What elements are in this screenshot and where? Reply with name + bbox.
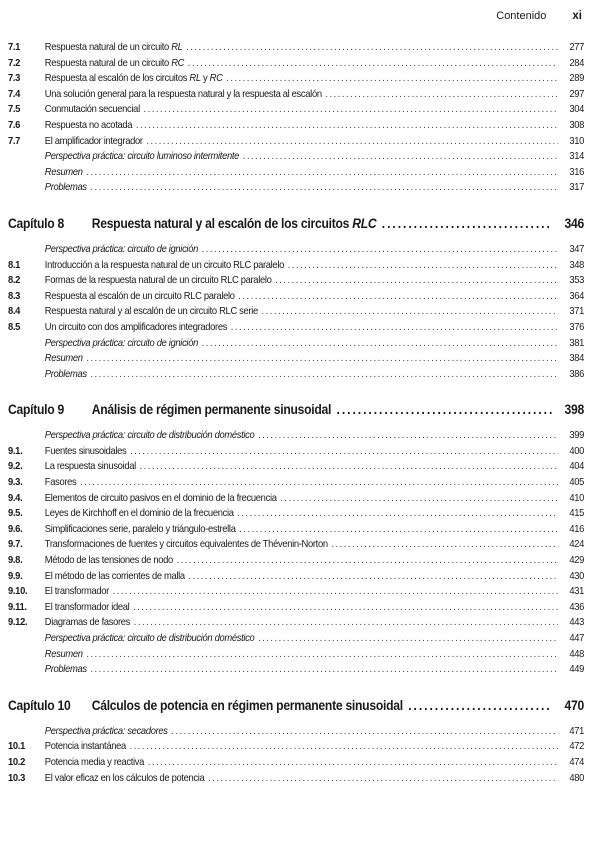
page-number: 429 — [569, 555, 585, 567]
leader-dots — [382, 216, 552, 231]
entry-title-emphasis: RC — [171, 57, 185, 69]
entry-number: 8.4 — [8, 306, 21, 318]
entry-title-text: El transformador ideal — [44, 601, 130, 613]
entry-title — [45, 508, 234, 519]
entry-title-text: Transformaciones de fuentes y circuitos equivalentes de Thévenin-Norton — [44, 539, 328, 551]
page-number: 284 — [569, 57, 585, 69]
toc-extra-entry[interactable] — [8, 353, 584, 369]
entry-title-text: Fuentes sinusoidales — [44, 445, 127, 457]
chapter-section — [8, 698, 584, 788]
leader-dots — [275, 275, 558, 286]
chapter-page-number: 398 — [564, 402, 584, 418]
leader-dots — [148, 757, 559, 768]
leader-dots — [86, 649, 558, 660]
entry-title — [45, 524, 236, 535]
page-number: 436 — [569, 601, 585, 613]
toc-entry[interactable] — [8, 586, 584, 602]
toc-entry[interactable] — [8, 120, 584, 136]
leader-dots — [258, 430, 558, 441]
toc-entry[interactable] — [8, 757, 584, 773]
leader-dots — [262, 306, 559, 317]
entry-title-text: Perspectiva práctica: circuito luminoso intermitente — [44, 151, 240, 163]
toc-entry[interactable] — [8, 275, 584, 291]
leader-dots — [202, 244, 559, 255]
running-head-label: Contenido — [496, 10, 547, 22]
page-number: 308 — [569, 119, 585, 131]
entry-title — [45, 353, 83, 364]
leader-dots — [171, 726, 558, 737]
entry-title — [45, 477, 77, 488]
leader-dots — [325, 89, 558, 100]
leader-dots — [177, 555, 559, 566]
chapter-page-number: 346 — [564, 215, 584, 231]
toc-extra-entry[interactable] — [8, 244, 584, 260]
entry-title — [45, 741, 126, 752]
entry-title-emphasis: RL — [189, 73, 201, 85]
entry-title-text: Perspectiva práctica: circuito de distribución doméstico — [44, 633, 255, 644]
leader-dots — [144, 104, 559, 115]
leader-dots — [238, 291, 558, 302]
entry-title — [45, 151, 239, 162]
entry-title-text: Problemas — [44, 664, 87, 676]
toc-entry[interactable] — [8, 602, 584, 618]
entry-number: 9.5. — [8, 508, 23, 520]
leader-dots — [226, 73, 558, 84]
leader-dots — [140, 461, 559, 472]
entry-title — [45, 322, 227, 333]
entry-number: 9.11. — [8, 601, 27, 613]
leader-dots — [130, 741, 559, 752]
entry-number: 9.10. — [8, 586, 28, 598]
entry-number: 9.2. — [8, 461, 23, 473]
leader-dots — [133, 602, 558, 613]
toc-entry[interactable] — [8, 508, 584, 524]
toc-extra-entry[interactable] — [8, 167, 584, 183]
entry-number: 9.1. — [8, 445, 23, 457]
entry-title — [45, 493, 277, 504]
entry-title — [45, 555, 173, 566]
entry-title-text: Leyes de Kirchhoff en el dominio de la frecuencia — [44, 508, 234, 520]
entry-number: 8.5 — [8, 321, 21, 333]
entry-title — [45, 104, 140, 115]
toc-extra-entry[interactable] — [8, 151, 584, 167]
leader-dots — [188, 571, 558, 582]
entry-title-text: El método de las corrientes de malla — [44, 570, 185, 582]
chapter-page-number: 470 — [564, 697, 584, 713]
leader-dots — [331, 539, 558, 550]
toc-extra-entry[interactable] — [8, 649, 584, 665]
entry-number: 9.3. — [8, 477, 23, 489]
entry-title-text: Respuesta natural y al escalón de un circuito RLC serie — [44, 306, 258, 318]
toc-entry[interactable] — [8, 477, 584, 493]
entry-number: 8.2 — [8, 275, 21, 287]
entry-number: 7.3 — [8, 73, 21, 85]
entry-title — [45, 244, 198, 255]
toc-extra-entry[interactable] — [8, 633, 584, 649]
entry-number: 8.3 — [8, 290, 21, 302]
entry-title-text: Respuesta al escalón de los circuitos — [44, 73, 190, 85]
toc-entry[interactable] — [8, 446, 584, 462]
page-number: 416 — [569, 523, 585, 535]
toc-entry[interactable] — [8, 260, 584, 276]
entry-number: 9.8. — [8, 555, 23, 567]
entry-title — [45, 89, 322, 100]
chapter-title-emphasis: RLC — [352, 215, 377, 231]
leader-dots — [188, 58, 558, 69]
entry-title-text: El transformador — [44, 586, 109, 598]
chapter-title — [92, 216, 377, 231]
entry-title — [45, 58, 184, 69]
leader-dots — [231, 322, 558, 333]
page-number: 289 — [569, 73, 585, 85]
entry-title-text: Perspectiva práctica: circuito de ignición — [44, 337, 198, 349]
leader-dots — [113, 586, 559, 597]
entry-number: 10.3 — [8, 772, 25, 784]
page-number: 471 — [569, 725, 585, 737]
toc-entry[interactable] — [8, 571, 584, 587]
page-number: 314 — [569, 151, 585, 163]
entry-title — [45, 182, 87, 193]
toc-entry[interactable] — [8, 136, 584, 152]
page-number: 277 — [569, 42, 585, 53]
chapter-title-text: Respuesta natural y al escalón de los circuitos — [91, 215, 353, 231]
page-number: 310 — [569, 135, 585, 147]
entry-title — [45, 167, 83, 178]
entry-title-text: Formas de la respuesta natural de un circuito RLC paralelo — [44, 275, 272, 287]
entry-title-text: Una solución general para la respuesta natural y la respuesta al escalón — [44, 88, 322, 100]
entry-title-text: El valor eficaz en los cálculos de potencia — [44, 772, 205, 784]
entry-title — [45, 338, 198, 349]
entry-title — [45, 757, 144, 768]
toc-entry[interactable] — [8, 773, 584, 789]
entry-title — [45, 664, 87, 675]
page-number: 415 — [569, 508, 585, 520]
leader-dots — [134, 617, 559, 628]
entry-title-text: Resumen — [44, 353, 83, 365]
entry-title — [45, 260, 284, 271]
page-number: 304 — [569, 104, 585, 116]
table-of-contents — [8, 42, 584, 788]
page-number: 472 — [569, 741, 585, 753]
entry-title-text: Resumen — [44, 166, 83, 178]
page-number: 400 — [569, 445, 585, 457]
chapter-label: Capítulo 10 — [8, 697, 71, 713]
page-number: 347 — [569, 243, 585, 255]
entry-title — [45, 306, 258, 317]
entry-number: 10.1 — [8, 741, 25, 753]
page-number: 386 — [569, 368, 585, 380]
entry-title-emphasis: RL — [171, 42, 183, 53]
entry-title-text: Perspectiva práctica: circuito de ignición — [44, 243, 198, 255]
page-number: 480 — [569, 772, 585, 784]
entry-title-text: Respuesta natural de un circuito — [44, 42, 172, 53]
chapter-section — [8, 216, 584, 384]
page-folio: xi — [572, 10, 582, 22]
page-number: 443 — [569, 617, 585, 629]
entry-title — [45, 73, 223, 84]
page-number: 371 — [569, 306, 585, 318]
entry-title-text: Introducción a la respuesta natural de un circuito RLC paralelo — [44, 259, 284, 271]
entry-title-text: Diagramas de fasores — [44, 617, 131, 629]
entry-title-text: Problemas — [44, 368, 87, 380]
entry-title-text: Potencia instantánea — [44, 741, 126, 753]
leader-dots — [136, 120, 558, 131]
entry-title — [45, 291, 235, 302]
page-number: 384 — [569, 353, 585, 365]
entry-title — [45, 275, 272, 286]
page-number: 430 — [569, 570, 585, 582]
entry-title — [45, 430, 255, 441]
toc-entry[interactable] — [8, 461, 584, 477]
entry-title-text: Perspectiva práctica: secadores — [44, 725, 168, 737]
leader-dots — [202, 338, 559, 349]
page-number: 404 — [569, 461, 585, 473]
chapter-label: Capítulo 9 — [8, 402, 65, 418]
entry-title-text: Respuesta natural de un circuito — [44, 57, 172, 69]
page-number: 449 — [569, 664, 585, 676]
entry-title-text: Un circuito con dos amplificadores integradores — [44, 321, 228, 333]
entry-title-text: Elementos de circuito pasivos en el dominio de la frecuencia — [44, 492, 277, 504]
entry-title-text: Fasores — [44, 477, 77, 489]
toc-entry[interactable] — [8, 306, 584, 322]
entry-number: 7.5 — [8, 104, 21, 116]
entry-number: 8.1 — [8, 259, 21, 271]
chapter-title-text: Análisis de régimen permanente sinusoidal — [91, 402, 332, 418]
entry-title — [45, 726, 168, 737]
entry-title-text: Resumen — [44, 648, 83, 660]
entry-number: 9.4. — [8, 492, 23, 504]
entry-title — [45, 461, 136, 472]
page-number: 405 — [569, 477, 585, 489]
leader-dots — [90, 369, 558, 380]
leader-dots — [337, 402, 552, 417]
entry-title-text: y — [200, 73, 210, 85]
leader-dots — [239, 524, 558, 535]
toc-entry[interactable] — [8, 524, 584, 540]
entry-number: 7.4 — [8, 88, 21, 100]
toc-entry[interactable] — [8, 73, 584, 89]
leader-dots — [280, 493, 558, 504]
toc-entry[interactable] — [8, 42, 584, 58]
page-number: 381 — [569, 337, 585, 349]
running-head — [496, 10, 582, 22]
chapter-heading[interactable] — [8, 216, 584, 238]
entry-number: 10.2 — [8, 756, 25, 768]
leader-dots — [86, 167, 558, 178]
page-number: 410 — [569, 492, 585, 504]
toc-entry[interactable] — [8, 493, 584, 509]
entry-number: 7.6 — [8, 119, 21, 131]
leader-dots — [186, 42, 558, 53]
entry-title — [45, 539, 328, 550]
entry-title — [45, 633, 255, 644]
toc-entry[interactable] — [8, 104, 584, 120]
toc-extra-entry[interactable] — [8, 726, 584, 742]
entry-title-emphasis: RC — [209, 73, 223, 85]
entry-title — [45, 136, 143, 147]
entry-number: 9.9. — [8, 570, 23, 582]
leader-dots — [258, 633, 558, 644]
leader-dots — [90, 664, 558, 675]
entry-title — [45, 369, 87, 380]
entry-title-text: Respuesta al escalón de un circuito RLC paralelo — [44, 290, 235, 302]
entry-title — [45, 446, 127, 457]
page-number: 376 — [569, 321, 585, 333]
toc-entry[interactable] — [8, 89, 584, 105]
entry-number: 7.1 — [8, 42, 21, 53]
page-number: 399 — [569, 430, 585, 442]
entry-title-text: La respuesta sinusoidal — [44, 461, 136, 473]
page-number: 364 — [569, 290, 585, 302]
chapter-heading[interactable] — [8, 402, 584, 424]
entry-number: 9.12. — [8, 617, 28, 629]
entry-title — [45, 649, 83, 660]
leader-dots — [86, 353, 558, 364]
toc-entry[interactable] — [8, 322, 584, 338]
entry-title — [45, 42, 183, 53]
toc-entry[interactable] — [8, 555, 584, 571]
entry-title-text: Problemas — [44, 182, 87, 194]
page-number: 448 — [569, 648, 585, 660]
page-number: 316 — [569, 166, 585, 178]
leader-dots — [130, 446, 558, 457]
entry-title-text: Perspectiva práctica: circuito de distribución doméstico — [44, 430, 255, 442]
page-number: 447 — [569, 633, 585, 644]
toc-entry[interactable] — [8, 617, 584, 633]
entry-title-text: Respuesta no acotada — [44, 119, 133, 131]
leader-dots — [208, 773, 558, 784]
leader-dots — [146, 136, 558, 147]
entry-title-text: El amplificador integrador — [44, 135, 143, 147]
entry-title — [45, 617, 130, 628]
chapter-label: Capítulo 8 — [8, 215, 65, 231]
leader-dots — [90, 182, 558, 193]
toc-extra-entry[interactable] — [8, 182, 584, 198]
page-number: 353 — [569, 275, 585, 287]
leader-dots — [237, 508, 558, 519]
entry-number: 9.6. — [8, 523, 23, 535]
page-number: 424 — [569, 539, 585, 551]
entry-number: 7.7 — [8, 135, 21, 147]
entry-number: 9.7. — [8, 539, 23, 551]
entry-title — [45, 120, 132, 131]
chapter-title — [92, 698, 403, 713]
toc-entry[interactable] — [8, 291, 584, 307]
leader-dots — [288, 260, 559, 271]
page-number: 474 — [569, 756, 585, 768]
section-group — [8, 42, 584, 198]
chapter-section — [8, 402, 584, 680]
toc-extra-entry[interactable] — [8, 369, 584, 385]
entry-title-text: Potencia media y reactiva — [44, 756, 145, 768]
toc-entry[interactable] — [8, 58, 584, 74]
entry-number: 7.2 — [8, 57, 21, 69]
page-number: 431 — [569, 586, 585, 598]
leader-dots — [243, 151, 559, 162]
entry-title-text: Conmutación secuencial — [44, 104, 140, 116]
chapter-title — [92, 402, 331, 417]
toc-extra-entry[interactable] — [8, 430, 584, 446]
entry-title — [45, 571, 185, 582]
toc-extra-entry[interactable] — [8, 338, 584, 354]
leader-dots — [80, 477, 558, 488]
leader-dots — [408, 698, 551, 713]
chapter-title-text: Cálculos de potencia en régimen permanente sinusoidal — [91, 697, 403, 713]
entry-title — [45, 586, 109, 597]
entry-title-text: Método de las tensiones de nodo — [44, 555, 173, 567]
page-number: 297 — [569, 88, 585, 100]
toc-entry[interactable] — [8, 539, 584, 555]
toc-extra-entry[interactable] — [8, 664, 584, 680]
chapter-heading[interactable] — [8, 698, 584, 720]
entry-title-text: Simplificaciones serie, paralelo y triángulo-estrella — [44, 523, 236, 535]
page-number: 348 — [569, 259, 585, 271]
page-number: 317 — [569, 182, 585, 194]
entry-title — [45, 602, 130, 613]
toc-entry[interactable] — [8, 741, 584, 757]
entry-title — [45, 773, 205, 784]
